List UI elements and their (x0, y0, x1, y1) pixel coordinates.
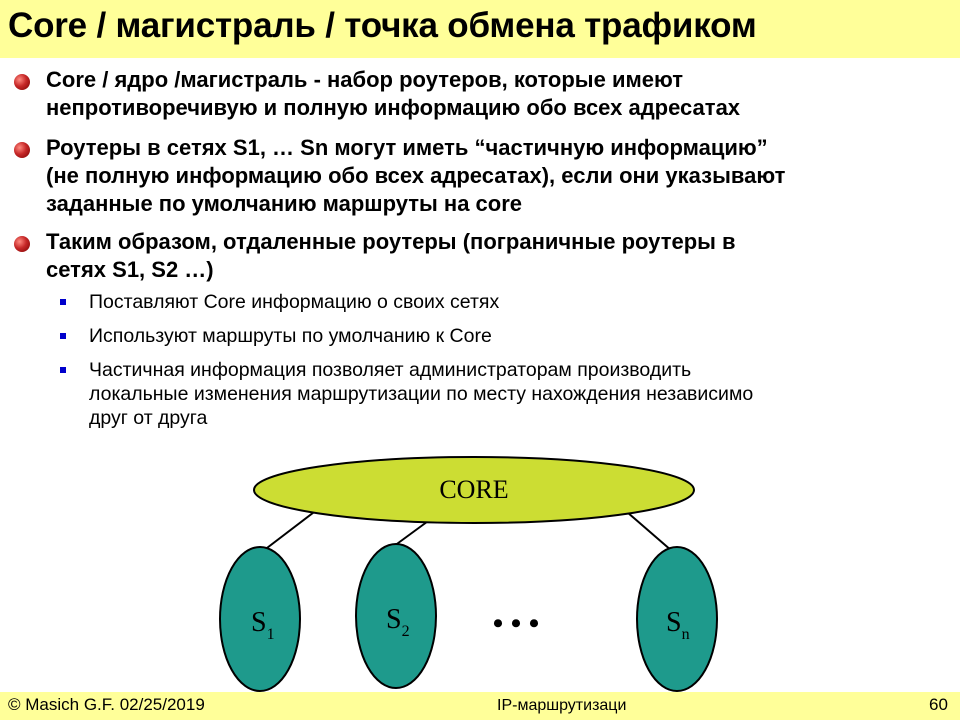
footer-bar (0, 692, 960, 720)
sub-bullet-3-line-3: друг от друга (89, 407, 208, 429)
bullet-1-line-2: непротиворечивую и полную информацию обо всех адресатах (46, 95, 741, 120)
network-node-sn-sub: n (681, 626, 690, 643)
sub-bullet-1-line-1: Поставляют Core информацию о своих сетях (89, 291, 500, 313)
slide-title: Core / магистраль / точка обмена трафиком (8, 6, 757, 45)
bullet-1-line-1: Core / ядро /магистраль - набор роутеров, которые имеют (46, 67, 683, 92)
bullet-2-line-2: (не полную информацию обо всех адресатах), если они указывают (46, 163, 786, 188)
bullet-2-line-1: Роутеры в сетях S1, … Sn могут иметь “частичную информацию” (46, 135, 768, 160)
network-node-s2-sub: 2 (401, 623, 410, 640)
sub-bullet-3-line-1: Частичная информация позволяет администраторам производить (89, 359, 692, 381)
slide-number: 60 (929, 695, 948, 714)
footer-topic: IP-маршрутизаци (497, 697, 627, 714)
network-node-s1-main: S (251, 607, 267, 638)
network-node-sn-main: S (666, 607, 682, 638)
bullet-3-line-1: Таким образом, отдаленные роутеры (пограничные роутеры в (46, 229, 736, 254)
network-node-s2-main: S (386, 604, 402, 635)
ellipsis-dots: • • • (492, 607, 540, 640)
footer-copyright: © Masich G.F. 02/25/2019 (8, 695, 205, 714)
bullet-3-line-2: сетях S1, S2 …) (46, 257, 214, 282)
sub-bullet-3-line-2: локальные изменения маршрутизации по месту нахождения независимо (89, 383, 754, 405)
bullet-2-line-3: заданные по умолчанию маршруты на core (46, 191, 523, 216)
core-label: CORE (439, 475, 509, 504)
network-node-s1-sub: 1 (266, 626, 275, 643)
sub-bullet-2-line-1: Используют маршруты по умолчанию к Core (89, 325, 492, 347)
